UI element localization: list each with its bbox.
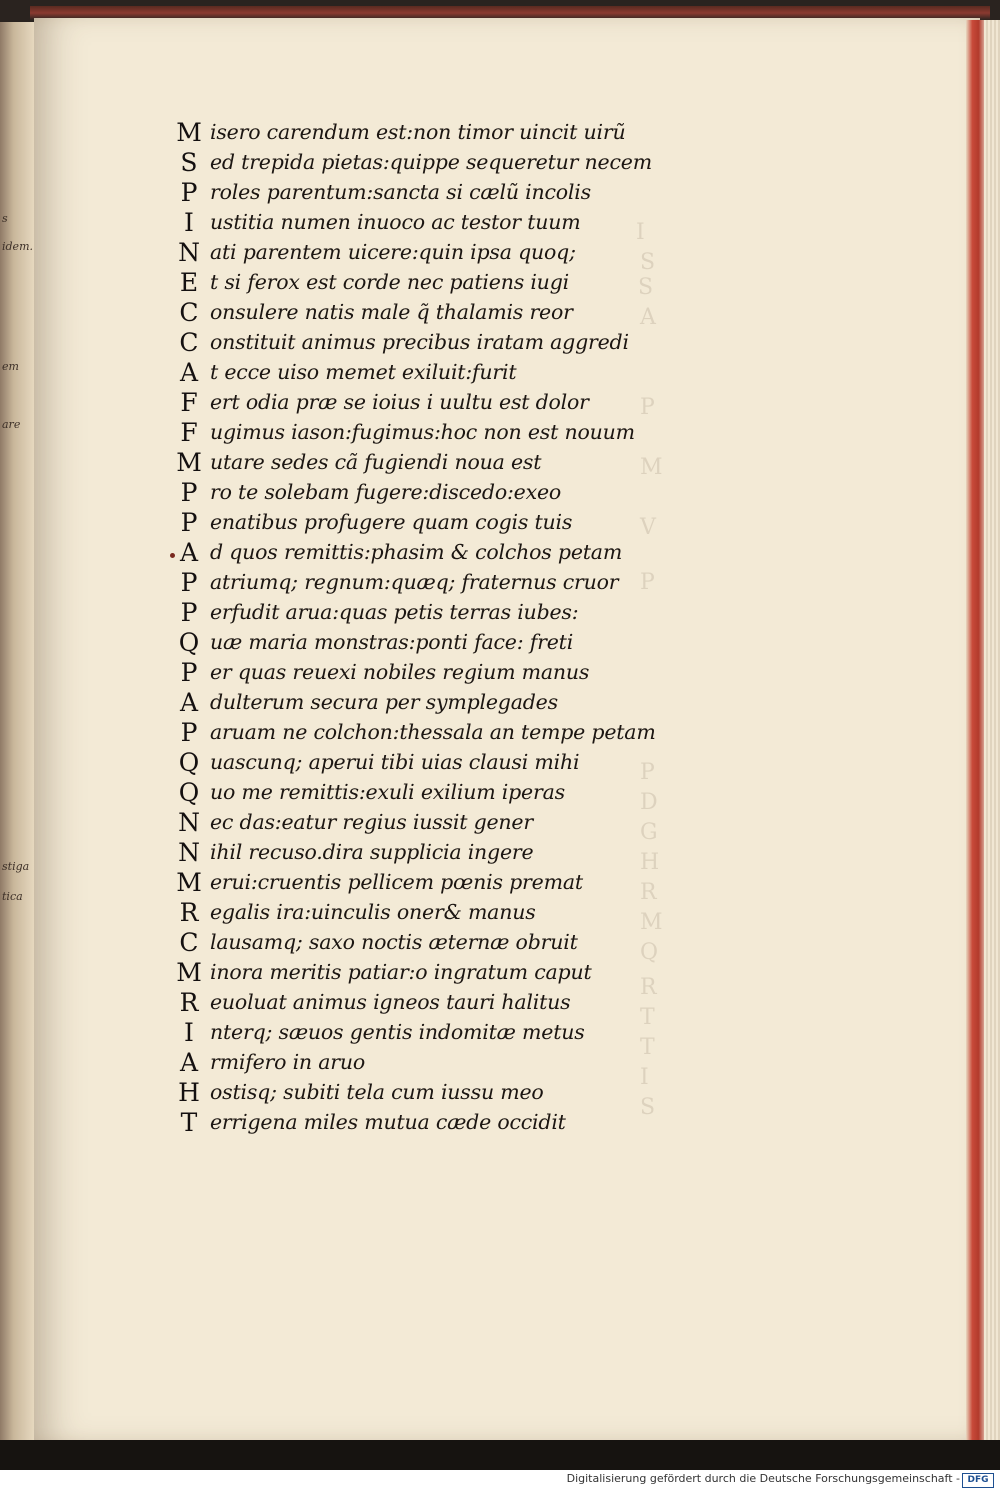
verse-text: rmifero in aruo (210, 1050, 366, 1074)
verse-initial: P (180, 178, 198, 207)
verse-initial: A (179, 538, 199, 567)
scan-bottom-band (0, 1440, 1000, 1470)
verse-text: nterq; sæuos gentis indomitæ metus (210, 1020, 585, 1044)
verse-text: erfudit arua:quas petis terras iubes: (210, 600, 579, 624)
verse-initial: S (180, 148, 198, 177)
verse-initial: P (180, 658, 198, 687)
verse-text: uo me remittis:exuli exilium iperas (210, 780, 565, 804)
verse-initial: M (176, 448, 202, 477)
verse-initial: C (179, 298, 199, 327)
verse-initial: A (179, 688, 199, 717)
verse-text: er quas reuexi nobiles regium manus (210, 660, 590, 684)
verse-initial: N (178, 838, 200, 867)
margin-note: stiga (2, 860, 30, 873)
verse-initial: I (184, 208, 194, 237)
verse-text: ed trepida pietas:quippe sequeretur necem (210, 150, 652, 174)
page-stack-edge (984, 20, 1000, 1440)
verse-text: d quos remittis:phasim & colchos petam (210, 540, 623, 564)
verse-text: ihil recuso.dira supplicia ingere (210, 840, 534, 864)
verse-initial: Q (178, 778, 200, 807)
verse-initial: P (180, 718, 198, 747)
verse-initial: A (179, 1048, 199, 1077)
margin-note: em (2, 360, 19, 373)
verse-initial: Q (178, 748, 200, 777)
verse-initial: R (179, 898, 199, 927)
verse-initial: C (179, 928, 199, 957)
verse-initial: F (180, 418, 198, 447)
verse-text: dulterum secura per symplegades (210, 690, 558, 714)
verse-initial: F (180, 388, 198, 417)
verse-text: isero carendum est:non timor uincit uirũ (210, 120, 626, 144)
footer (0, 1470, 1000, 1490)
verse-initial: N (178, 238, 200, 267)
verse-initial: C (179, 328, 199, 357)
verse-text: ert odia præ se ioius i uultu est dolor (210, 390, 589, 414)
verse-text: t si ferox est corde nec patiens iugi (210, 270, 569, 294)
verse-text: aruam ne colchon:thessala an tempe petam (210, 720, 656, 744)
verse-text: ostisq; subiti tela cum iussu meo (210, 1080, 544, 1104)
verse-text: ugimus iason:fugimus:hoc non est nouum (210, 420, 635, 444)
verse-text: ustitia numen inuoco ac testor tuum (210, 210, 581, 234)
verse-text: onstituit animus precibus iratam aggredi (210, 330, 629, 354)
verse-text: utare sedes cã fugiendi noua est (210, 450, 542, 474)
verse-text: t ecce uiso memet exiluit:furit (210, 360, 517, 384)
margin-note: tica (2, 890, 23, 903)
verse-text: enatibus profugere quam cogis tuis (210, 510, 573, 534)
verse-text: atriumq; regnum:quæq; fraternus cruor (210, 570, 619, 594)
verse-initial: N (178, 808, 200, 837)
verse-initial: M (176, 958, 202, 987)
verse-text: euoluat animus igneos tauri halitus (210, 990, 571, 1014)
verse-text: egalis ira:uinculis oner& manus (210, 900, 536, 924)
verse-initial: H (178, 1078, 200, 1107)
verse-initial: E (179, 268, 199, 297)
margin-note: idem. (2, 240, 33, 253)
verse-text: errigena miles mutua cæde occidit (210, 1110, 566, 1134)
verse-initial: I (184, 1018, 194, 1047)
verse-text: uascunq; aperui tibi uias clausi mihi (210, 750, 580, 774)
verse-initial: T (180, 1108, 198, 1137)
verse-text: roles parentum:sancta si cælũ incolis (210, 180, 591, 204)
verse-initial: A (179, 358, 199, 387)
verse-initial: R (179, 988, 199, 1017)
verse-text: onsulere natis male q̃ thalamis reor (210, 300, 573, 324)
verse-initial: P (180, 508, 198, 537)
red-fore-edge (966, 20, 984, 1440)
dfg-logo: DFG (962, 1473, 994, 1488)
verse-text: ro te solebam fugere:discedo:exeo (210, 480, 562, 504)
verse-text: ec das:eatur regius iussit gener (210, 810, 533, 834)
verse-text: ati parentem uicere:quin ipsa quoq; (210, 240, 576, 264)
verse-initial: P (180, 568, 198, 597)
verse-text: inora meritis patiar:o ingratum caput (210, 960, 592, 984)
left-facing-page (0, 22, 34, 1442)
verse-initial: P (180, 598, 198, 627)
verse-initial: M (176, 118, 202, 147)
margin-note: are (2, 418, 21, 431)
left-margin-notes (0, 212, 34, 922)
verse-initial: P (180, 478, 198, 507)
verse-text: erui:cruentis pellicem pœnis premat (210, 870, 583, 894)
margin-note: s (2, 212, 8, 225)
verse-initial: Q (178, 628, 200, 657)
footer-credit: Digitalisierung gefördert durch die Deutsche Forschungsgemeinschaft - (566, 1472, 960, 1485)
verse-text: lausamq; saxo noctis æternæ obruit (210, 930, 578, 954)
verse-text: uæ maria monstras:ponti face: freti (210, 630, 574, 654)
verse-initial: M (176, 868, 202, 897)
